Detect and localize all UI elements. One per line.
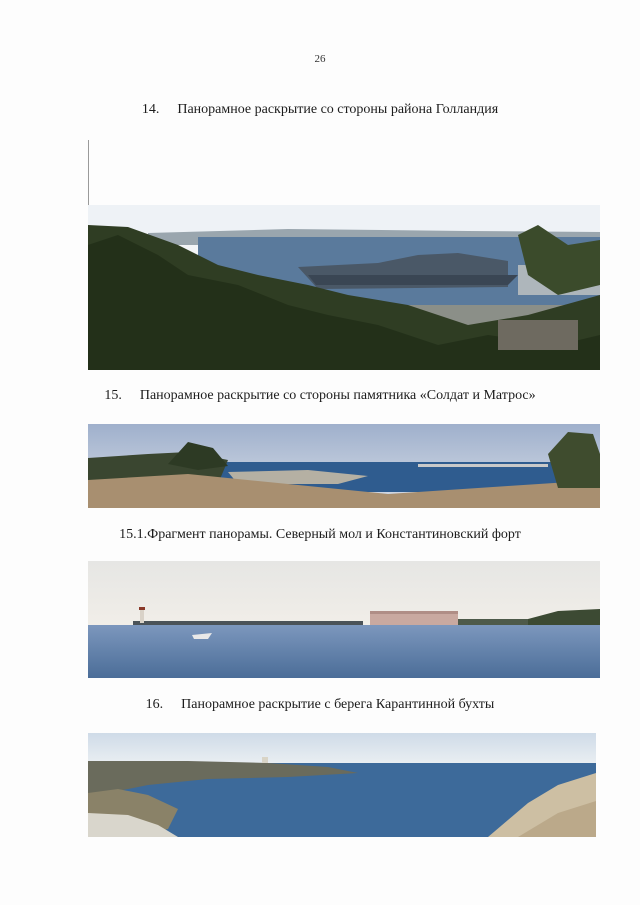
photo-bay-panorama-hollandia (88, 205, 600, 370)
caption-section-15-1 (0, 527, 640, 543)
section-number: 15. (104, 388, 122, 403)
section-title: 15.1.Фрагмент панорамы. Северный мол и Константиновский форт (119, 527, 521, 542)
page-number: 26 (314, 53, 326, 65)
photo-coast-panorama-soldier-sailor (88, 424, 600, 508)
caption-section-14 (0, 102, 640, 118)
caption-section-15 (0, 388, 640, 404)
photo-north-mole-fort (88, 561, 600, 678)
section-number: 16. (145, 697, 164, 712)
section-number: 14. (141, 102, 160, 117)
caption-section-16 (0, 697, 640, 713)
section-title: Панорамное раскрытие с берега Карантинной бухты (181, 697, 495, 712)
photo-quarantine-bay (88, 733, 596, 837)
section-title: Панорамное раскрытие со стороны района Голландия (177, 102, 499, 117)
section-title: Панорамное раскрытие со стороны памятника «Солдат и Матрос» (139, 388, 536, 403)
